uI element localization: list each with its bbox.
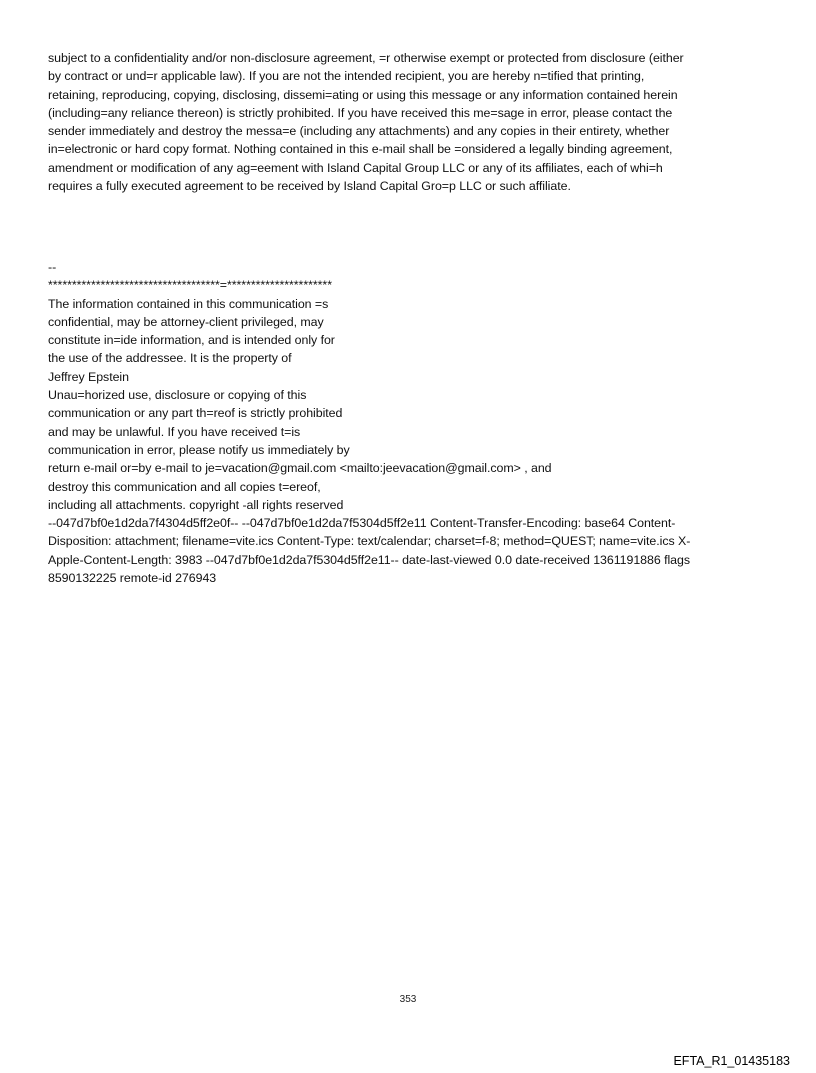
text-line: The information contained in this communication =s xyxy=(48,296,329,311)
text-line: subject to a confidentiality and/or non-disclosure agreement, =r otherwise exempt or protected from disclosure (either xyxy=(48,51,684,65)
email-signature-footer xyxy=(48,258,778,587)
text-line: requires a fully executed agreement to be received by Island Capital Gro=p LLC or such affiliate. xyxy=(48,179,571,194)
text-line: Unau=horized use, disclosure or copying of this xyxy=(48,388,307,403)
bates-number: EFTA_R1_01435183 xyxy=(673,1054,790,1068)
confidentiality-disclaimer xyxy=(48,49,778,195)
text-line: retaining, reproducing, copying, disclosing, dissemi=ating or using this message or any information contained herein xyxy=(48,87,678,102)
text-line: communication in error, please notify us immediately by xyxy=(48,442,350,457)
mime-metadata-line: Disposition: attachment; filename=vite.ics Content-Type: text/calendar; charset=f-8; method=QUEST; name=vite.ics X- xyxy=(48,534,691,549)
text-line: including all attachments. copyright -all rights reserved xyxy=(48,497,344,512)
asterisk-divider: ************************************=********************** xyxy=(48,278,332,293)
text-line: return e-mail or=by e-mail to je=vacation@gmail.com <mailto:jeevacation@gmail.com> , and xyxy=(48,461,552,476)
text-line: Jeffrey Epstein xyxy=(48,369,129,384)
text-line: destroy this communication and all copies t=ereof, xyxy=(48,479,321,494)
mime-metadata-line: Apple-Content-Length: 3983 --047d7bf0e1d2da7f5304d5ff2e11-- date-last-viewed 0.0 date-received 1361191886 flags xyxy=(48,552,690,567)
page-number: 353 xyxy=(399,994,417,1005)
text-line: sender immediately and destroy the messa=e (including any attachments) and any copies in their entirety, whether xyxy=(48,124,670,139)
text-line: and may be unlawful. If you have received t=is xyxy=(48,424,301,439)
text-line: confidential, may be attorney-client privileged, may xyxy=(48,314,324,329)
text-line: amendment or modification of any ag=eement with Island Capital Group LLC or any of its affiliates, each of whi=h xyxy=(48,160,663,175)
text-line: by contract or und=r applicable law). If you are not the intended recipient, you are hereby n=tified that printing, xyxy=(48,69,645,84)
signature-separator: -- xyxy=(48,260,57,274)
text-line: communication or any part th=reof is strictly prohibited xyxy=(48,406,343,421)
text-line: the use of the addressee. It is the property of xyxy=(48,351,292,366)
text-line: in=electronic or hard copy format. Nothing contained in this e-mail shall be =onsidered a legally binding agreement, xyxy=(48,142,673,157)
text-line: constitute in=ide information, and is intended only for xyxy=(48,333,335,348)
mime-metadata-line: 8590132225 remote-id 276943 xyxy=(48,571,217,586)
text-line: (including=any reliance thereon) is strictly prohibited. If you have received this me=sage in error, please contact the xyxy=(48,105,673,120)
mime-metadata-line: --047d7bf0e1d2da7f4304d5ff2e0f-- --047d7bf0e1d2da7f5304d5ff2e11 Content-Transfer-Encoding: base64 Content- xyxy=(48,516,676,531)
